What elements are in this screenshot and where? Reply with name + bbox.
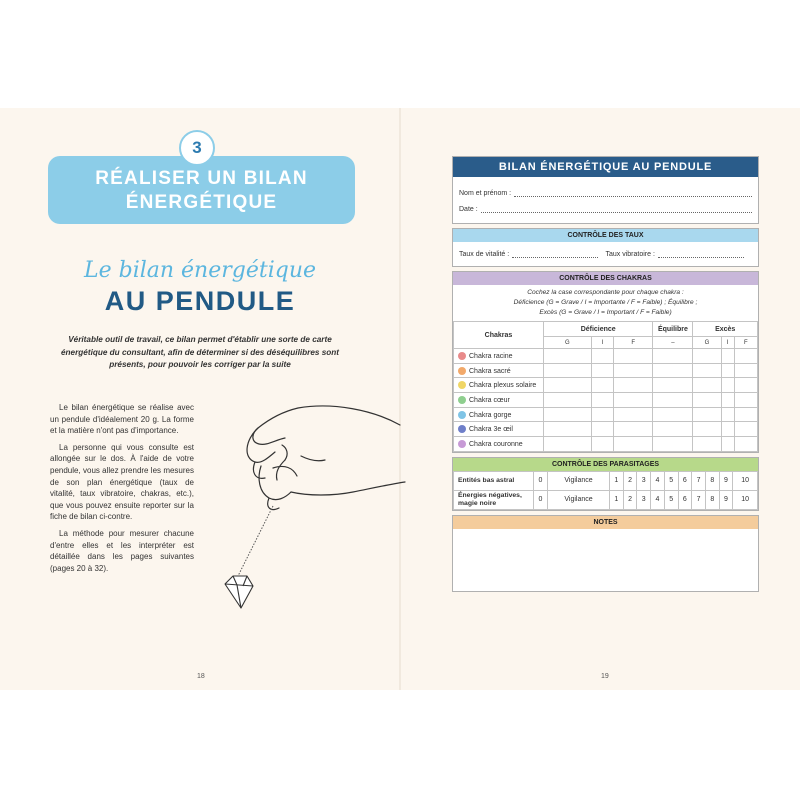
checkbox-cell[interactable] bbox=[693, 349, 721, 364]
checkbox-cell[interactable] bbox=[591, 378, 613, 393]
date-field[interactable] bbox=[453, 197, 758, 213]
vibration-field[interactable] bbox=[606, 250, 753, 258]
checkbox-cell[interactable] bbox=[614, 378, 653, 393]
chakra-name: Chakra gorge bbox=[469, 411, 512, 419]
chakra-row bbox=[454, 349, 758, 364]
chakra-symbol-icon bbox=[458, 381, 466, 389]
checkbox-cell[interactable] bbox=[734, 378, 757, 393]
parasite-row bbox=[454, 490, 758, 509]
chakra-row bbox=[454, 437, 758, 452]
checkbox-cell[interactable] bbox=[693, 422, 721, 437]
paragraph: La personne qui vous consulte est allongée sur le dos. À l'aide de votre pendule, vous allez prendre les mesures de son plan énergétique (taux de vitalité, taux vibratoire, chakras, etc.), que vous pouvez ensuite reporter sur la fiche de bilan ci-contre. bbox=[50, 442, 194, 522]
notes-header: NOTES bbox=[453, 516, 758, 529]
checkbox-cell[interactable] bbox=[544, 363, 592, 378]
chakra-name-cell bbox=[454, 437, 544, 452]
chakra-name: Chakra cœur bbox=[469, 396, 510, 404]
chakra-row bbox=[454, 393, 758, 408]
chakra-symbol-icon bbox=[458, 352, 466, 360]
vibration-dotted-line[interactable] bbox=[658, 250, 744, 258]
identity-section bbox=[452, 156, 759, 224]
rates-section bbox=[452, 228, 759, 267]
checkbox-cell[interactable] bbox=[734, 393, 757, 408]
vigilance-cell[interactable]: Vigilance bbox=[548, 490, 610, 509]
paragraph: La méthode pour mesurer chacune d'entre elles et les interpréter est détaillée dans les pages suivantes (pages 20 à 32). bbox=[50, 528, 194, 573]
parasite-label: Entités bas astral bbox=[454, 471, 534, 490]
checkbox-cell[interactable] bbox=[653, 363, 693, 378]
checkbox-cell[interactable] bbox=[721, 378, 734, 393]
chakra-name: Chakra 3e œil bbox=[469, 426, 513, 434]
scale-cell[interactable]: 1 bbox=[610, 471, 624, 490]
chapter-title-line1: RÉALISER UN BILAN bbox=[95, 168, 308, 189]
chakra-name-cell bbox=[454, 422, 544, 437]
checkbox-cell[interactable] bbox=[614, 407, 653, 422]
hand-pendulum-illustration bbox=[213, 400, 413, 620]
scale-cell[interactable]: 10 bbox=[733, 471, 758, 490]
vitality-dotted-line[interactable] bbox=[512, 250, 597, 258]
checkbox-cell[interactable] bbox=[591, 363, 613, 378]
checkbox-cell[interactable] bbox=[734, 407, 757, 422]
checkbox-cell[interactable] bbox=[693, 407, 721, 422]
chakra-row bbox=[454, 407, 758, 422]
checkbox-cell[interactable] bbox=[653, 393, 693, 408]
sheet-title: BILAN ÉNERGÉTIQUE AU PENDULE bbox=[453, 157, 758, 177]
checkbox-cell[interactable] bbox=[591, 422, 613, 437]
body-text bbox=[50, 402, 194, 579]
chakra-symbol-icon bbox=[458, 396, 466, 404]
scale-cell[interactable]: 4 bbox=[651, 471, 665, 490]
sub-column-header: F bbox=[734, 337, 757, 349]
checkbox-cell[interactable] bbox=[614, 393, 653, 408]
checkbox-cell[interactable] bbox=[734, 422, 757, 437]
chapter-number-badge: 3 bbox=[179, 130, 215, 166]
script-subtitle: Le bilan énergétique bbox=[83, 258, 317, 283]
scale-cell[interactable]: 3 bbox=[637, 490, 651, 509]
scale-cell[interactable]: 6 bbox=[678, 471, 692, 490]
checkbox-cell[interactable] bbox=[614, 437, 653, 452]
checkbox-cell[interactable] bbox=[653, 422, 693, 437]
checkbox-cell[interactable] bbox=[693, 378, 721, 393]
scale-cell[interactable]: 5 bbox=[664, 490, 678, 509]
scale-cell[interactable]: 2 bbox=[623, 471, 637, 490]
chakra-name: Chakra sacré bbox=[469, 367, 511, 375]
scale-cell[interactable]: 8 bbox=[705, 471, 719, 490]
scale-cell[interactable]: 7 bbox=[692, 471, 706, 490]
chakra-name: Chakra plexus solaire bbox=[469, 382, 537, 390]
checkbox-cell[interactable] bbox=[721, 407, 734, 422]
sub-column-header: G bbox=[544, 337, 592, 349]
col-equilibre: Équilibre bbox=[653, 322, 693, 337]
checkbox-cell[interactable] bbox=[721, 437, 734, 452]
checkbox-cell[interactable] bbox=[544, 407, 592, 422]
checkbox-cell[interactable] bbox=[653, 437, 693, 452]
chakra-name-cell bbox=[454, 349, 544, 364]
checkbox-cell[interactable] bbox=[544, 349, 592, 364]
sub-column-header: F bbox=[614, 337, 653, 349]
col-exces: Excès bbox=[693, 322, 758, 337]
name-field[interactable] bbox=[453, 181, 758, 197]
checkbox-cell[interactable] bbox=[653, 349, 693, 364]
checkbox-cell[interactable] bbox=[614, 363, 653, 378]
chakra-symbol-icon bbox=[458, 425, 466, 433]
chakras-section bbox=[452, 271, 759, 453]
vigilance-cell[interactable]: Vigilance bbox=[548, 471, 610, 490]
chakra-row bbox=[454, 422, 758, 437]
col-deficience: Déficience bbox=[544, 322, 653, 337]
sub-column-header: I bbox=[721, 337, 734, 349]
scale-cell[interactable]: 3 bbox=[637, 471, 651, 490]
chakra-name: Chakra racine bbox=[469, 352, 513, 360]
sub-column-header: I bbox=[591, 337, 613, 349]
chakra-name: Chakra couronne bbox=[469, 440, 523, 448]
chakras-instructions bbox=[453, 285, 758, 321]
name-dotted-line[interactable] bbox=[514, 189, 752, 197]
checkbox-cell[interactable] bbox=[721, 363, 734, 378]
checkbox-cell[interactable] bbox=[544, 422, 592, 437]
chakras-table bbox=[453, 321, 758, 452]
scale-cell[interactable]: 5 bbox=[664, 471, 678, 490]
scale-cell[interactable]: 9 bbox=[719, 471, 733, 490]
checkbox-cell[interactable] bbox=[591, 393, 613, 408]
scale-cell[interactable]: 2 bbox=[623, 490, 637, 509]
vitality-label: Taux de vitalité : bbox=[459, 251, 510, 258]
paragraph: Le bilan énergétique se réalise avec un pendule d'idéalement 20 g. La forme et la matière n'ont pas d'importance. bbox=[50, 403, 194, 436]
vibration-label: Taux vibratoire : bbox=[605, 251, 655, 258]
instruction-line: Excès (G = Grave / I = Important / F = Faible) bbox=[539, 309, 672, 316]
energy-assessment-sheet bbox=[452, 156, 759, 596]
checkbox-cell[interactable] bbox=[544, 393, 592, 408]
name-label: Nom et prénom : bbox=[459, 190, 512, 197]
checkbox-cell[interactable] bbox=[544, 437, 592, 452]
scale-zero-cell[interactable]: 0 bbox=[534, 490, 548, 509]
checkbox-cell[interactable] bbox=[721, 393, 734, 408]
parasites-header: CONTRÔLE DES PARASITAGES bbox=[453, 458, 758, 471]
chakra-row bbox=[454, 363, 758, 378]
page-number: 18 bbox=[197, 673, 205, 680]
checkbox-cell[interactable] bbox=[693, 393, 721, 408]
chakra-symbol-icon bbox=[458, 440, 466, 448]
col-chakras: Chakras bbox=[454, 322, 544, 349]
parasites-section bbox=[452, 457, 759, 511]
checkbox-cell[interactable] bbox=[721, 349, 734, 364]
scale-cell[interactable]: 10 bbox=[733, 490, 758, 509]
rates-header: CONTRÔLE DES TAUX bbox=[453, 229, 758, 242]
chakra-symbol-icon bbox=[458, 411, 466, 419]
scale-cell[interactable]: 8 bbox=[705, 490, 719, 509]
scale-cell[interactable]: 4 bbox=[651, 490, 665, 509]
page-number: 19 bbox=[601, 673, 609, 680]
parasites-table bbox=[453, 471, 758, 510]
checkbox-cell[interactable] bbox=[734, 349, 757, 364]
chapter-title-line2: ÉNERGÉTIQUE bbox=[125, 192, 278, 213]
scale-cell[interactable]: 7 bbox=[692, 490, 706, 509]
chapter-title bbox=[48, 156, 355, 224]
date-label: Date : bbox=[459, 206, 478, 213]
date-dotted-line[interactable] bbox=[481, 205, 752, 213]
checkbox-cell[interactable] bbox=[721, 422, 734, 437]
checkbox-cell[interactable] bbox=[591, 437, 613, 452]
checkbox-cell[interactable] bbox=[614, 422, 653, 437]
scale-zero-cell[interactable]: 0 bbox=[534, 471, 548, 490]
notes-area[interactable] bbox=[453, 529, 758, 591]
checkbox-cell[interactable] bbox=[591, 349, 613, 364]
chakra-row bbox=[454, 378, 758, 393]
intro-text: Véritable outil de travail, ce bilan permet d'établir une sorte de carte énergétique du consultant, afin de déterminer si des déséquilibres sont présents, pour pouvoir les corriger par la suite bbox=[61, 335, 339, 369]
checkbox-cell[interactable] bbox=[693, 437, 721, 452]
checkbox-cell[interactable] bbox=[591, 407, 613, 422]
instruction-line: Cochez la case correspondante pour chaque chakra : bbox=[527, 289, 684, 296]
instruction-line: Déficience (G = Grave / I = Importante / F = Faible) ; Équilibre ; bbox=[513, 299, 698, 306]
chakra-name-cell bbox=[454, 407, 544, 422]
checkbox-cell[interactable] bbox=[653, 407, 693, 422]
chakra-symbol-icon bbox=[458, 367, 466, 375]
notes-section bbox=[452, 515, 759, 592]
parasite-label: Énergies négatives, magie noire bbox=[454, 490, 534, 509]
chakra-name-cell bbox=[454, 378, 544, 393]
sub-column-header: – bbox=[653, 337, 693, 349]
chakra-name-cell bbox=[454, 393, 544, 408]
checkbox-cell[interactable] bbox=[653, 378, 693, 393]
checkbox-cell[interactable] bbox=[693, 363, 721, 378]
checkbox-cell[interactable] bbox=[734, 437, 757, 452]
scale-cell[interactable]: 1 bbox=[610, 490, 624, 509]
sub-column-header: G bbox=[693, 337, 721, 349]
checkbox-cell[interactable] bbox=[734, 363, 757, 378]
chakras-header: CONTRÔLE DES CHAKRAS bbox=[453, 272, 758, 285]
scale-cell[interactable]: 6 bbox=[678, 490, 692, 509]
chakra-name-cell bbox=[454, 363, 544, 378]
checkbox-cell[interactable] bbox=[614, 349, 653, 364]
checkbox-cell[interactable] bbox=[544, 378, 592, 393]
scale-cell[interactable]: 9 bbox=[719, 490, 733, 509]
parasite-row bbox=[454, 471, 758, 490]
section-title: AU PENDULE bbox=[104, 286, 296, 316]
vitality-field[interactable] bbox=[459, 250, 606, 258]
